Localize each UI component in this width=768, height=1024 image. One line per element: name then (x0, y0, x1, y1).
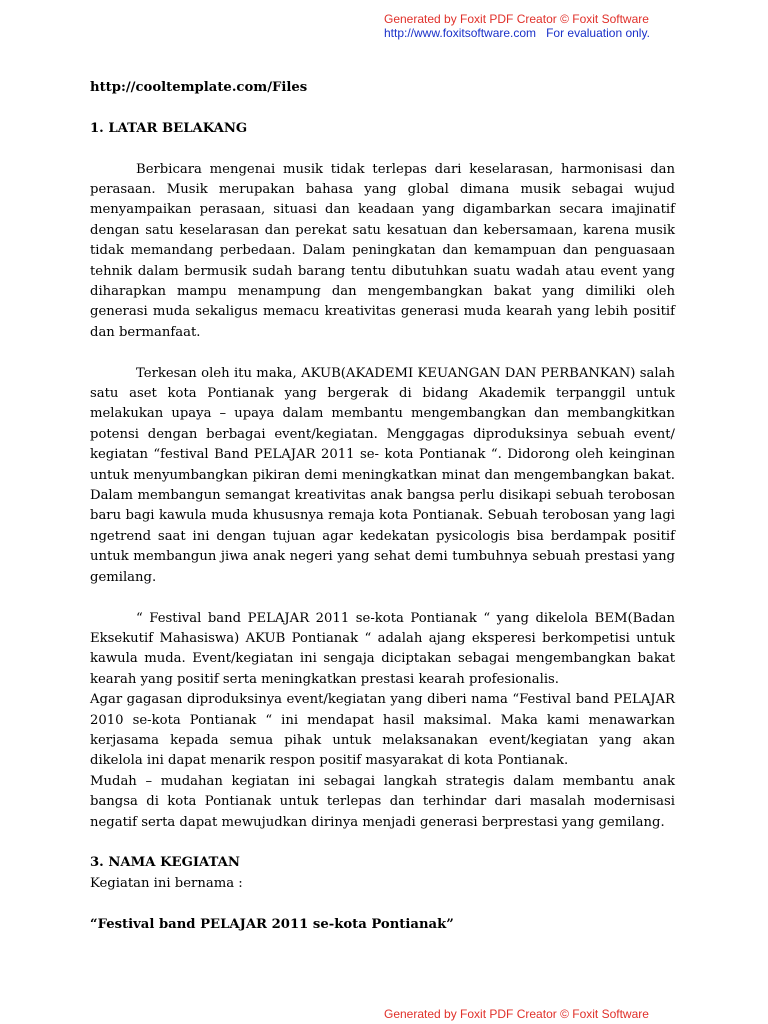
paragraph-1: Berbicara mengenai musik tidak terlepas dari keselarasan, harmonisasi dan perasaan. Musik merupakan bahasa yang global dimana musik sebagai wujud menyampaikan perasaan, situasi dan keadaan yang digambarkan secara imajinatif dengan satu keselarasan dan perekat satu kesatuan dan kebersamaan, karena musik tidak memandang perbedaan. Dalam peningkatan dan kemampuan dan penguasaan tehnik dalam bermusik sudah barang tentu dibutuhkan suatu wadah atau event yang diharapkan mampu menampung dan mengembangkan bakat yang dimiliki oleh generasi muda sekaligus memacu kreativitas generasi muda kearah yang lebih positif dan bermanfaat. (90, 161, 675, 340)
section-3-heading: 3. NAMA KEGIATAN (90, 855, 240, 871)
paragraph-4: Agar gagasan diproduksinya event/kegiatan yang diberi nama “Festival band PELAJAR 2010 se-kota Pontianak “ ini mendapat hasil maksimal. Maka kami menawarkan kerjasama kepada semua pihak untuk melaksanakan event/kegiatan yang akan dikelola ini dapat menarik respon positif masyarakat di kota Pontianak. (90, 692, 675, 769)
event-name: “Festival band PELAJAR 2011 se-kota Pontianak” (90, 916, 454, 932)
paragraph-3: “ Festival band PELAJAR 2011 se-kota Pontianak “ yang dikelola BEM(Badan Eksekutif Mahasiswa) AKUB Pontianak “ adalah ajang eksperesi berkompetisi untuk kawula muda. Event/kegiatan ini sengaja diciptakan sebagai mengembangkan bakat kearah yang positif serta meningkatkan prestasi kearah profesionalis. (90, 610, 675, 687)
foxit-watermark-bottom (384, 1007, 649, 1021)
paragraph-2: Terkesan oleh itu maka, AKUB(AKADEMI KEUANGAN DAN PERBANKAN) salah satu aset kota Pontianak yang bergerak di bidang Akademik terpanggil untuk melakukan upaya – upaya dalam membantu mengembangkan dan membangkitkan potensi dengan berbagai event/kegiatan. Menggagas diproduksinya sebuah event/ kegiatan “festival Band PELAJAR 2011 se- kota Pontianak “. Didorong oleh keinginan untuk menyumbangkan pikiran demi meningkatkan minat dan mengembangkan bakat. Dalam membangun semangat kreativitas anak bangsa perlu disikapi sebuah terobosan baru bagi kawula muda khususnya remaja kota Pontianak. Sebuah terobosan yang lagi ngetrend saat ini dengan tujuan agar kedekatan pysicologis bisa berdampak positif untuk membangun jiwa anak negeri yang sehat demi tumbuhnya sebuah prestasi yang gemilang. (90, 365, 675, 585)
foxit-evaluation-notice: For evaluation only. (546, 26, 650, 40)
paragraph-5: Mudah – mudahan kegiatan ini sebagai langkah strategis dalam membantu anak bangsa di kota Pontianak untuk terlepas dan terhindar dari masalah modernisasi negatif serta dapat mewujudkan dirinya menjadi generasi berprestasi yang gemilang. (90, 773, 675, 830)
document-body (90, 78, 675, 935)
foxit-watermark-top (384, 12, 650, 40)
foxit-url-link[interactable]: http://www.foxitsoftware.com (384, 26, 537, 40)
source-url-text: http://cooltemplate.com/Files (90, 80, 308, 95)
foxit-creator-notice: Generated by Foxit PDF Creator © Foxit Software (384, 12, 649, 26)
foxit-creator-notice-bottom: Generated by Foxit PDF Creator © Foxit Software (384, 1007, 649, 1021)
section-1-heading: 1. LATAR BELAKANG (90, 120, 248, 136)
section-3-intro: Kegiatan ini bernama : (90, 875, 243, 891)
